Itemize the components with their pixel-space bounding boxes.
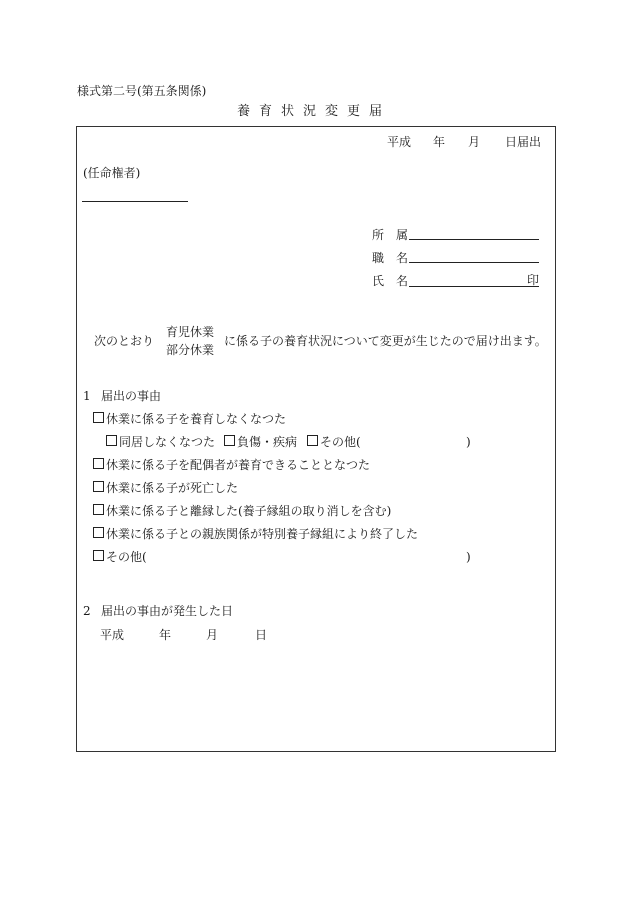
checkbox-icon[interactable] (93, 527, 104, 538)
checkbox-icon[interactable] (307, 435, 318, 446)
reason-item[interactable] (93, 527, 418, 541)
reason-subitem[interactable] (106, 435, 215, 449)
statement-suffix: に係る子の養育状況について変更が生じたので届け出ます。 (224, 334, 547, 348)
reason-item[interactable] (93, 412, 286, 426)
section-2-number: 2 (83, 604, 91, 618)
name-label: 氏名 (372, 274, 421, 288)
reason-item-label: 休業に係る子が死亡した (106, 481, 239, 495)
occurrence-year-suffix: 年 (159, 628, 172, 642)
section-1-heading: 届出の事由 (101, 389, 162, 403)
checkbox-icon[interactable] (93, 412, 104, 423)
reason-item-label: 休業に係る子を養育しなくなつた (106, 412, 287, 426)
reason-subitem-label: 同居しなくなつた (119, 435, 216, 449)
reason-item[interactable] (93, 550, 147, 564)
appointer-label: (任命権者) (83, 166, 141, 180)
checkbox-icon[interactable] (224, 435, 235, 446)
date-year-suffix: 年 (433, 135, 446, 149)
reason-item[interactable] (93, 481, 238, 495)
section-2-heading: 届出の事由が発生した日 (101, 604, 234, 618)
name-line[interactable] (409, 286, 539, 287)
date-era: 平成 (387, 135, 412, 149)
checkbox-icon[interactable] (106, 435, 117, 446)
reason-item-label: 休業に係る子を配偶者が養育できることとなつた (106, 458, 371, 472)
date-day-suffix: 日届出 (505, 135, 542, 149)
affiliation-label: 所属 (372, 228, 421, 242)
position-line[interactable] (409, 262, 539, 263)
affiliation-line[interactable] (409, 239, 539, 240)
reason-subitem-label: その他( (320, 435, 361, 449)
checkbox-icon[interactable] (93, 458, 104, 469)
occurrence-day-suffix: 日 (255, 628, 268, 642)
reason-item-label: 休業に係る子と離縁した(養子縁組の取り消しを含む) (106, 504, 392, 518)
statement-option-childcare-leave: 育児休業 (166, 325, 215, 339)
reason-item-label: 休業に係る子との親族関係が特別養子縁組により終了した (106, 527, 419, 541)
close-paren: ) (466, 435, 471, 449)
reason-subitem[interactable] (224, 435, 297, 449)
checkbox-icon[interactable] (93, 504, 104, 515)
seal-label: 印 (527, 273, 540, 287)
occurrence-era: 平成 (100, 628, 125, 642)
appointer-name-line[interactable] (82, 201, 188, 202)
statement-prefix: 次のとおり (94, 334, 155, 348)
reason-subitem-label: 負傷・疾病 (237, 435, 298, 449)
date-month-suffix: 月 (468, 135, 481, 149)
document-title: 養育状況変更届 (237, 104, 392, 119)
reason-item-label: その他( (106, 550, 147, 564)
occurrence-month-suffix: 月 (206, 628, 219, 642)
checkbox-icon[interactable] (93, 550, 104, 561)
position-label: 職名 (372, 251, 421, 265)
statement-option-partial-leave: 部分休業 (166, 343, 215, 357)
reason-item[interactable] (93, 458, 370, 472)
reason-subitem[interactable] (307, 435, 361, 449)
close-paren: ) (466, 550, 471, 564)
reason-item[interactable] (93, 504, 391, 518)
form-label: 様式第二号(第五条関係) (77, 84, 207, 98)
section-1-number: 1 (83, 389, 91, 403)
checkbox-icon[interactable] (93, 481, 104, 492)
